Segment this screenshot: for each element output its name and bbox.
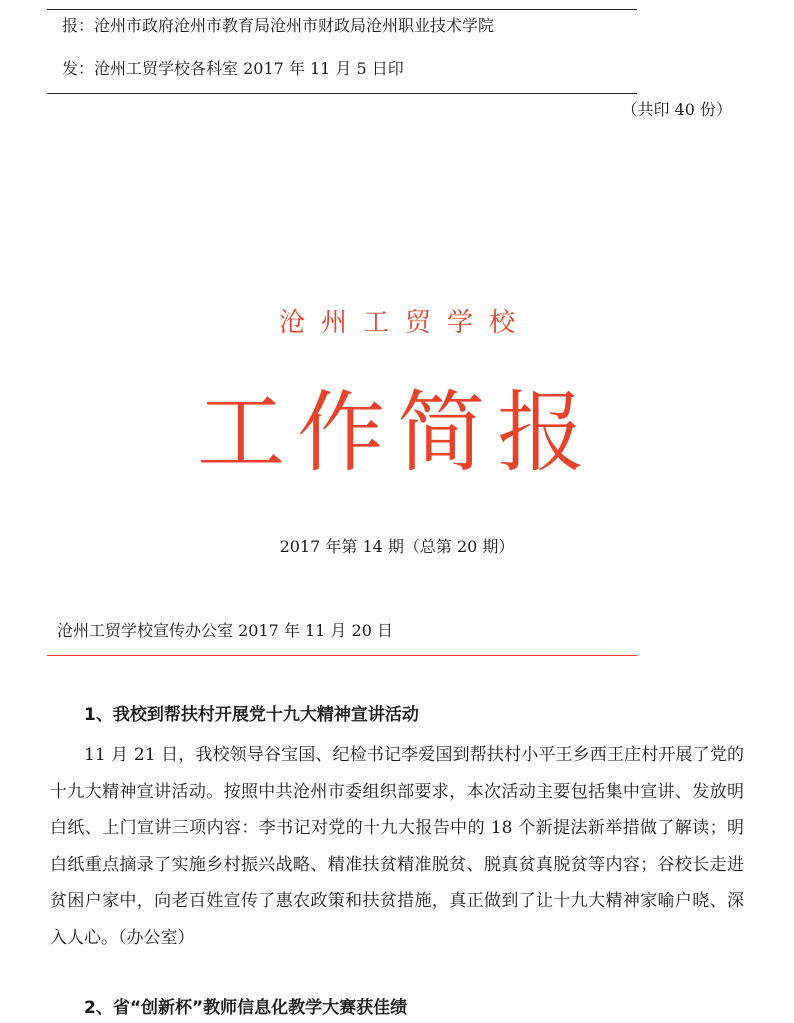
header-bottom-rule — [47, 93, 637, 94]
publisher-line: 沧州工贸学校宣传办公室 2017 年 11 月 20 日 — [57, 621, 393, 640]
article-1-body: 11 月 21 日，我校领导谷宝国、纪检书记李爱国到帮扶村小平王乡西王庄村开展了党的十九大精神宣讲活动。按照中共沧州市委组织部要求，本次活动主要包括集中宣讲、发放明白纸、上门宣讲三项内容：李书记对党的十九大报告中的 18 个新提法新举措做了解读；明白纸重点摘录了实施乡村振兴战略、精准扶贫精准脱贫、脱真贫真脱贫等内容；谷校长走进贫困户家中，向老百姓宣传了惠农政策和扶贫措施，真正做到了让十九大精神家喻户晓、深入人心。（办公室） — [50, 745, 744, 948]
header-top-rule — [47, 9, 637, 10]
bulletin-title: 工作简报 — [196, 381, 597, 484]
masthead-red-rule — [47, 655, 637, 656]
report-to-line: 报：沧州市政府沧州市教育局沧州市财政局沧州职业技术学院 — [62, 16, 495, 35]
article-2-heading: 2、省“创新杯”教师信息化教学大赛获佳绩 — [84, 998, 408, 1018]
issue-number: 2017 年第 14 期（总第 20 期） — [279, 537, 515, 556]
copies-count: （共印 40 份） — [621, 100, 732, 119]
article-1-heading: 1、我校到帮扶村开展党十九大精神宣讲活动 — [84, 705, 419, 725]
issued-by-line: 发：沧州工贸学校各科室 2017 年 11 月 5 日印 — [62, 59, 404, 78]
school-name: 沧州工贸学校 — [278, 308, 531, 338]
